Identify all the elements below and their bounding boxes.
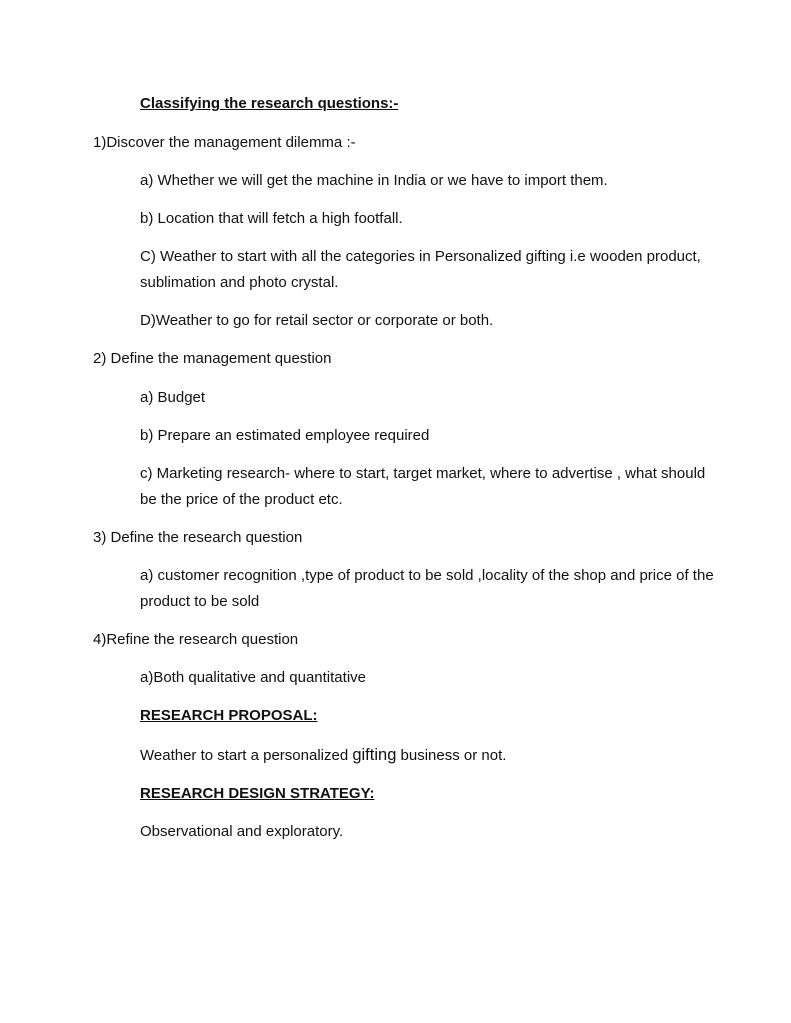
- proposal-text-after: business or not.: [396, 747, 507, 764]
- proposal-text-emphasis: gifting: [352, 746, 397, 764]
- section-1-item-c: C) Weather to start with all the categories in Personalized gifting i.e wooden product, sublimation and photo crystal.: [140, 248, 701, 291]
- section-4-heading: 4)Refine the research question: [93, 631, 299, 648]
- section-2-heading: 2) Define the management question: [93, 350, 332, 367]
- proposal-text: [140, 742, 720, 769]
- proposal-heading: RESEARCH PROPOSAL:: [140, 707, 318, 724]
- strategy-heading: RESEARCH DESIGN STRATEGY:: [140, 785, 375, 802]
- section-2-item-b: b) Prepare an estimated employee required: [140, 427, 430, 444]
- section-2-item-c: c) Marketing research- where to start, target market, where to advertise , what should be the price of the product etc.: [140, 465, 706, 508]
- section-1-item-b: b) Location that will fetch a high footfall.: [140, 210, 403, 227]
- proposal-text-before: Weather to start a personalized: [140, 747, 353, 764]
- section-3-heading: 3) Define the research question: [93, 529, 303, 546]
- strategy-text: Observational and exploratory.: [140, 823, 344, 840]
- section-1-heading: 1)Discover the management dilemma :-: [93, 134, 356, 151]
- section-1-item-d: D)Weather to go for retail sector or corporate or both.: [140, 312, 494, 329]
- section-4-item-a: a)Both qualitative and quantitative: [140, 669, 366, 686]
- document-title: Classifying the research questions:-: [140, 95, 399, 112]
- section-2-item-a: a) Budget: [140, 389, 206, 406]
- section-1-item-a: a) Whether we will get the machine in India or we have to import them.: [140, 172, 608, 189]
- section-3-item-a: a) customer recognition ,type of product to be sold ,locality of the shop and price of the product to be sold: [140, 567, 714, 610]
